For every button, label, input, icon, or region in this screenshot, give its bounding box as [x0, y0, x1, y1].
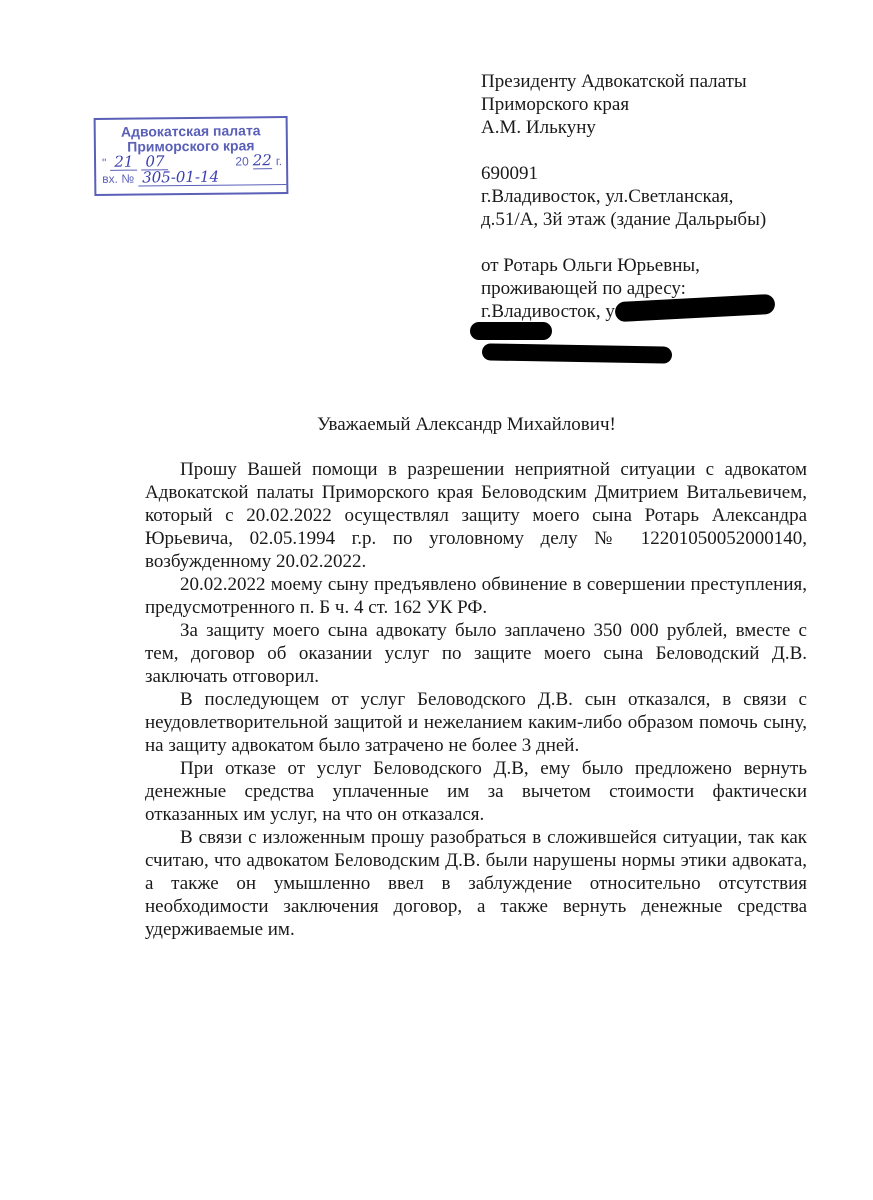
paragraph: За защиту моего сына адвокату было заплачено 350 000 рублей, вместе с тем, договор об оказании услуг по защите моего сына Беловодский Д.В. заключать отговорил.: [145, 620, 807, 687]
addressee-line: Президенту Адвокатской палаты: [481, 71, 747, 92]
stamp-date-day: 21: [110, 155, 137, 171]
addressee-line: Приморского края: [481, 94, 630, 115]
paragraph: В последующем от услуг Беловодского Д.В. сын отказался, в связи с неудовлетворительной защитой и нежеланием каким-либо образом помочь сыну, на защиту адвокатом было затрачено не более 3 дней.: [145, 689, 807, 756]
redaction-mark: [482, 343, 672, 363]
stamp-incoming-label: вх. №: [102, 171, 135, 186]
paragraph: Прошу Вашей помощи в разрешении неприятной ситуации с адвокатом Адвокатской палаты Приморского края Беловодским Дмитрием Витальевичем, который с 20.02.2022 осуществлял защиту моего сына Ротарь Александра Юрьевича, 02.05.1994 г.р. по уголовному делу № 12201050052000140, возбужденному 20.02.2022.: [145, 459, 807, 572]
letter-body: [145, 458, 807, 941]
stamp-org-line1: Адвокатская палата: [120, 122, 261, 140]
addressee-block: [481, 70, 766, 323]
addressee-line: А.М. Илькуну: [481, 117, 596, 138]
address-line: г.Владивосток, ул.Светланская,: [481, 186, 734, 207]
stamp-year: 22: [252, 151, 272, 170]
stamp-incoming-number: 305-01-14: [138, 169, 286, 187]
stamp-year-prefix: 20: [235, 154, 249, 169]
address-line: 690091: [481, 163, 538, 184]
incoming-stamp: [94, 116, 289, 196]
sender-line: г.Владивосток, у: [481, 301, 615, 322]
stamp-year-suffix: г.: [275, 154, 283, 169]
sender-line: от Ротарь Ольги Юрьевны,: [481, 255, 700, 276]
salutation: Уважаемый Александр Михайлович!: [317, 414, 616, 435]
redaction-mark: [470, 322, 552, 340]
paragraph: При отказе от услуг Беловодского Д.В, ему было предложено вернуть денежные средства уплаченные им за вычетом стоимости фактически отказанных им услуг, на что он отказался.: [145, 758, 807, 825]
paragraph: 20.02.2022 моему сыну предъявлено обвинение в совершении преступления, предусмотренного п. Б ч. 4 ст. 162 УК РФ.: [145, 574, 807, 618]
stamp-org-line2: Приморского края: [127, 137, 255, 155]
stamp-quote: ": [101, 155, 107, 170]
address-line: д.51/А, 3й этаж (здание Дальрыбы): [481, 209, 767, 230]
stamp-date-month: 07: [141, 154, 168, 170]
sender-line: проживающей по адресу:: [481, 278, 686, 299]
paragraph: В связи с изложенным прошу разобраться в сложившейся ситуации, так как считаю, что адвокатом Беловодским Д.В. были нарушены нормы этики адвоката, а также он умышленно ввел в заблуждение относительно отсутствия необходимости заключения договор, а также вернуть денежные средства удерживаемые им.: [145, 827, 807, 940]
stamp-incoming-row: [96, 169, 286, 187]
